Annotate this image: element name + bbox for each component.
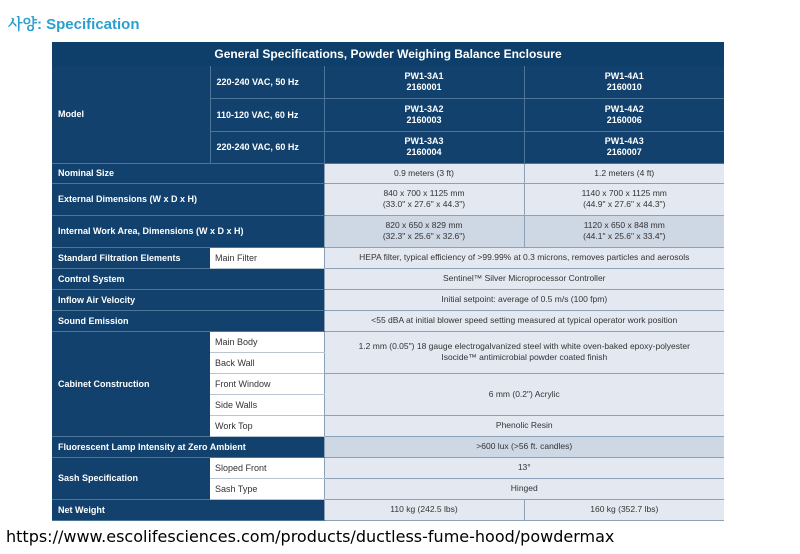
sound-label: Sound Emission (52, 310, 324, 331)
model-number: 2160001 (406, 81, 442, 92)
table-row (52, 215, 724, 247)
specification-table (52, 42, 724, 521)
cabinet-sub: Side Walls (210, 394, 324, 415)
control-label: Control System (52, 268, 324, 289)
model-name: PW1-4A3 (604, 136, 644, 146)
table-row (52, 247, 724, 268)
model-number: 2160003 (406, 114, 442, 125)
internal-dimensions-3ft (324, 215, 524, 247)
cabinet-sub: Work Top (210, 415, 324, 436)
table-row (52, 457, 724, 478)
model-name: PW1-4A2 (604, 103, 644, 114)
cabinet-sub: Main Body (210, 331, 324, 352)
source-url: https://www.escolifesciences.com/products/ductless-fume-hood/powdermax (6, 527, 615, 546)
lamp-value: >600 lux (>56 ft. candles) (324, 436, 724, 457)
model-cell-4ft (524, 66, 724, 98)
model-name: PW1-3A1 (404, 70, 444, 81)
model-name: PW1-3A2 (404, 103, 444, 114)
control-value: Sentinel™ Silver Microprocessor Controller (324, 268, 724, 289)
table-row (52, 310, 724, 331)
model-number: 2160010 (606, 81, 642, 92)
dimension-imperial: (32.3" x 25.6" x 32.6") (382, 231, 466, 241)
cabinet-sub: Back Wall (210, 352, 324, 373)
table-row (52, 289, 724, 310)
table-title: General Specifications, Powder Weighing Balance Enclosure (52, 42, 724, 66)
model-cell-3ft (324, 98, 524, 131)
cabinet-label: Cabinet Construction (52, 331, 210, 436)
nominal-size-3ft: 0.9 meters (3 ft) (324, 163, 524, 183)
lamp-label: Fluorescent Lamp Intensity at Zero Ambient (52, 436, 324, 457)
sash-value: 13° (324, 457, 724, 478)
table-row (52, 66, 724, 98)
cabinet-window-value: 6 mm (0.2") Acrylic (324, 373, 724, 415)
dimension-imperial: (44.9" x 27.6" x 44.3") (583, 199, 666, 209)
cabinet-body-line: Isocide™ antimicrobial powder coated finish (441, 352, 608, 362)
model-cell-4ft (524, 98, 724, 131)
cabinet-sub: Front Window (210, 373, 324, 394)
table-row (52, 436, 724, 457)
dimension-imperial: (44.1" x 25.6" x 33.4") (583, 231, 666, 241)
page-heading: 사양: Specification (8, 16, 140, 33)
net-weight-3ft: 110 kg (242.5 lbs) (324, 499, 524, 520)
internal-dimensions-4ft (524, 215, 724, 247)
inflow-value: Initial setpoint: average of 0.5 m/s (100 fpm) (324, 289, 724, 310)
model-name: PW1-4A1 (604, 70, 644, 81)
external-dimensions-label: External Dimensions (W x D x H) (52, 183, 324, 215)
model-label: Model (52, 66, 210, 163)
sash-sub: Sash Type (210, 478, 324, 499)
voltage-cell: 110-120 VAC, 60 Hz (210, 98, 324, 131)
sash-value: Hinged (324, 478, 724, 499)
model-cell-3ft (324, 66, 524, 98)
filtration-sub: Main Filter (210, 247, 324, 268)
table-row (52, 183, 724, 215)
nominal-size-4ft: 1.2 meters (4 ft) (524, 163, 724, 183)
sound-value: <55 dBA at initial blower speed setting measured at typical operator work position (324, 310, 724, 331)
table-row (52, 331, 724, 352)
net-weight-4ft: 160 kg (352.7 lbs) (524, 499, 724, 520)
model-number: 2160004 (406, 147, 442, 157)
table-row (52, 268, 724, 289)
nominal-size-label: Nominal Size (52, 163, 324, 183)
filtration-label: Standard Filtration Elements (52, 247, 210, 268)
model-number: 2160007 (606, 147, 642, 157)
dimension-metric: 1120 x 650 x 848 mm (583, 220, 665, 230)
dimension-metric: 840 x 700 x 1125 mm (383, 188, 465, 198)
table-row (52, 499, 724, 520)
filtration-value: HEPA filter, typical efficiency of >99.99% at 0.3 microns, removes particles and aerosols (324, 247, 724, 268)
table-title-row (52, 42, 724, 66)
dimension-imperial: (33.0" x 27.6" x 44.3") (382, 199, 466, 209)
model-name: PW1-3A3 (404, 136, 444, 146)
model-cell-3ft (324, 131, 524, 163)
external-dimensions-4ft (524, 183, 724, 215)
model-cell-4ft (524, 131, 724, 163)
internal-dimensions-label: Internal Work Area, Dimensions (W x D x H) (52, 215, 324, 247)
voltage-cell: 220-240 VAC, 60 Hz (210, 131, 324, 163)
sash-label: Sash Specification (52, 457, 210, 499)
inflow-label: Inflow Air Velocity (52, 289, 324, 310)
model-number: 2160006 (606, 114, 642, 125)
voltage-cell: 220-240 VAC, 50 Hz (210, 66, 324, 98)
cabinet-top-value: Phenolic Resin (324, 415, 724, 436)
external-dimensions-3ft (324, 183, 524, 215)
table-row (52, 163, 724, 183)
cabinet-body-value (324, 331, 724, 373)
dimension-metric: 1140 x 700 x 1125 mm (581, 188, 667, 198)
dimension-metric: 820 x 650 x 829 mm (385, 220, 463, 230)
sash-sub: Sloped Front (210, 457, 324, 478)
net-weight-label: Net Weight (52, 499, 324, 520)
cabinet-body-line: 1.2 mm (0.05") 18 gauge electrogalvanized steel with white oven-baked epoxy-polyester (358, 341, 690, 351)
